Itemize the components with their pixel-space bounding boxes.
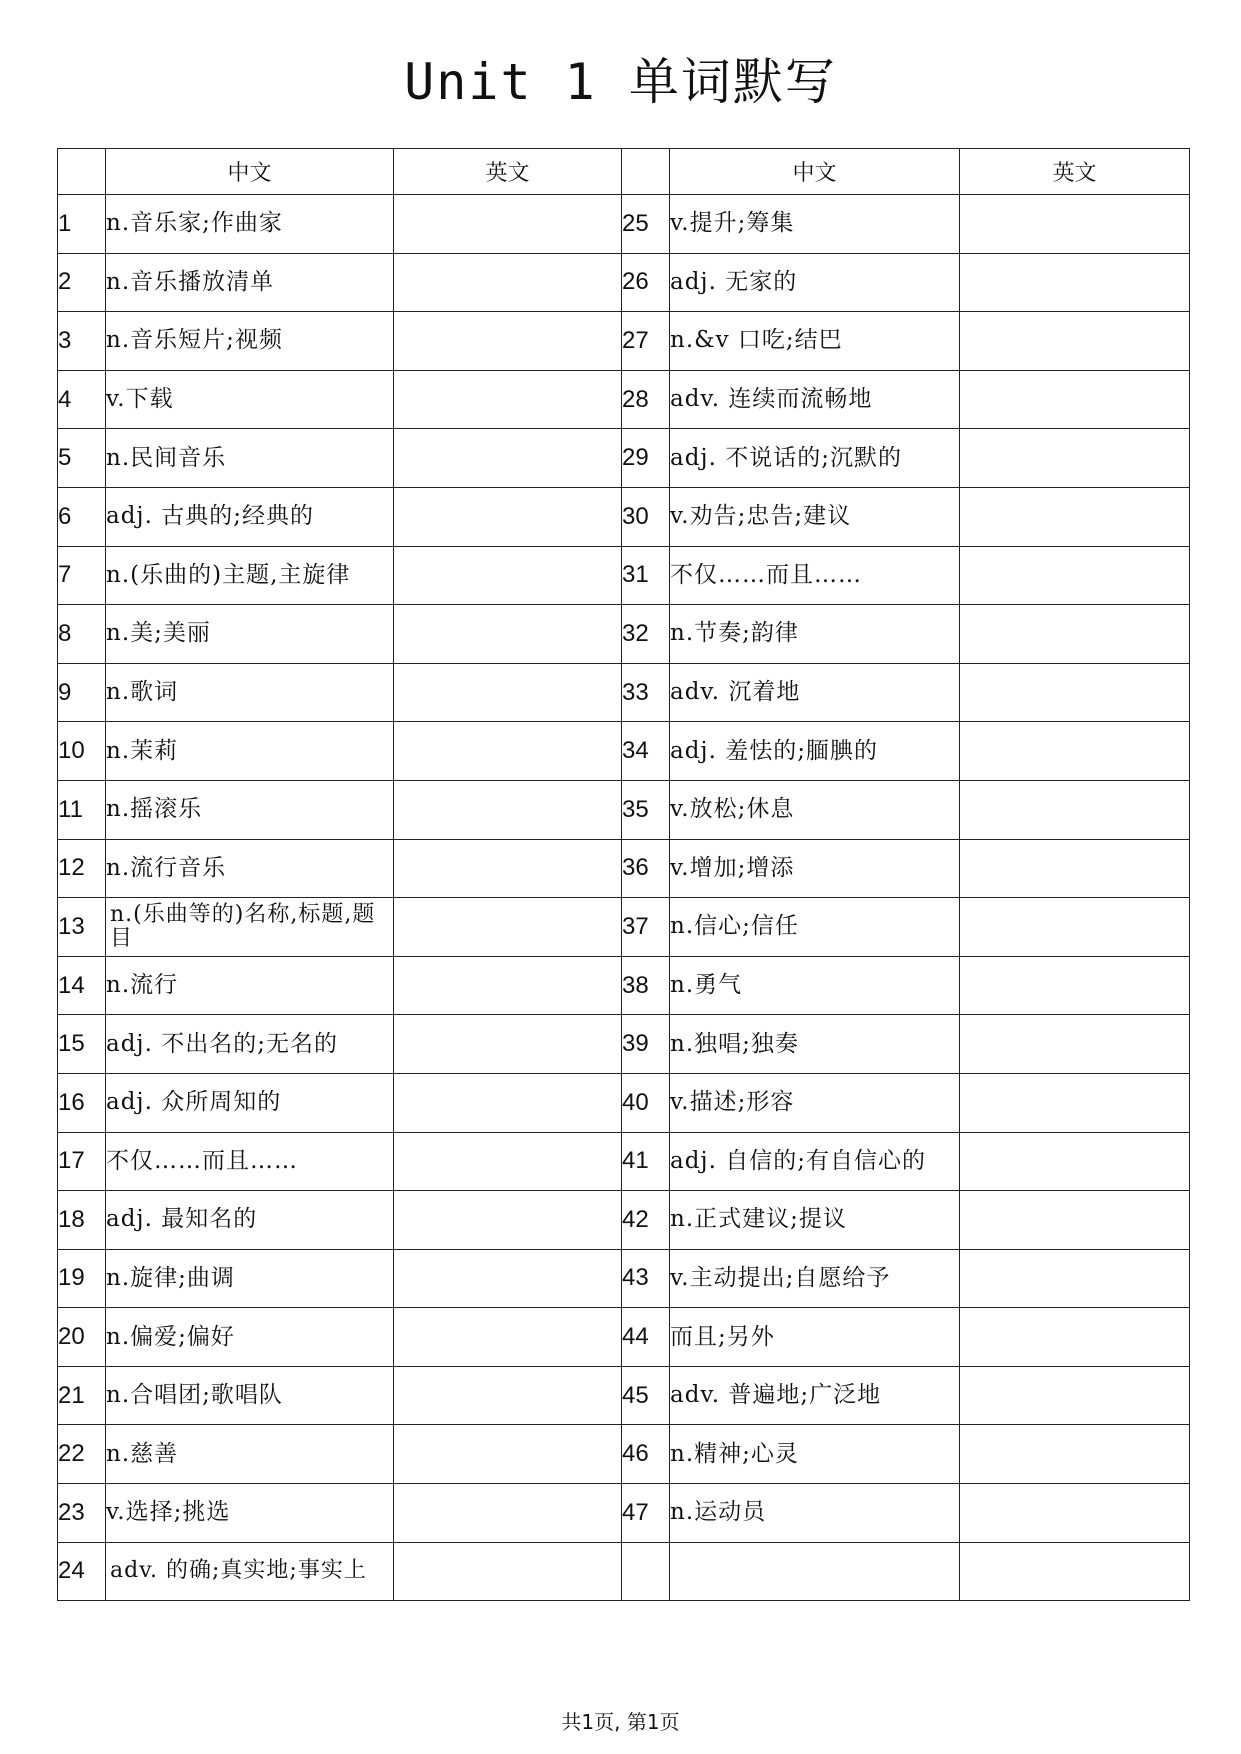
chinese-meaning-right: v.放松;休息 [670, 780, 960, 839]
word-number-left: 24 [58, 1542, 106, 1601]
word-number-left: 5 [58, 429, 106, 488]
word-number-right: 38 [622, 956, 670, 1015]
word-number-left: 4 [58, 370, 106, 429]
header-num-right [622, 149, 670, 195]
english-answer-cell-right[interactable] [960, 1015, 1190, 1074]
header-chinese-left: 中文 [106, 149, 394, 195]
chinese-meaning-right: n.&v 口吃;结巴 [670, 312, 960, 371]
english-answer-cell-left[interactable] [394, 956, 622, 1015]
table-row [58, 253, 1190, 312]
english-answer-cell-right[interactable] [960, 663, 1190, 722]
chinese-meaning-left: n.音乐播放清单 [106, 253, 394, 312]
chinese-meaning-left: 不仅……而且…… [106, 1132, 394, 1191]
chinese-meaning-right: n.运动员 [670, 1484, 960, 1543]
english-answer-cell-right[interactable] [960, 1484, 1190, 1543]
vocab-body [58, 195, 1190, 1601]
table-row [58, 312, 1190, 371]
english-answer-cell-left[interactable] [394, 487, 622, 546]
table-row [58, 546, 1190, 605]
table-row [58, 1425, 1190, 1484]
english-answer-cell-left[interactable] [394, 605, 622, 664]
chinese-meaning-left: n.偏爱;偏好 [106, 1308, 394, 1367]
chinese-meaning-left: n.美;美丽 [106, 605, 394, 664]
chinese-meaning-left: n.旋律;曲调 [106, 1249, 394, 1308]
page-title: Unit 1 单词默写 [404, 53, 837, 111]
chinese-meaning-left: adj. 最知名的 [106, 1191, 394, 1250]
english-answer-cell-left[interactable] [394, 1366, 622, 1425]
chinese-meaning-left: n.音乐短片;视频 [106, 312, 394, 371]
table-row [58, 1191, 1190, 1250]
english-answer-cell-right[interactable] [960, 195, 1190, 254]
word-number-left: 13 [58, 898, 106, 957]
english-answer-cell-left[interactable] [394, 1073, 622, 1132]
english-answer-cell-left[interactable] [394, 780, 622, 839]
english-answer-cell-left[interactable] [394, 1015, 622, 1074]
word-number-left: 2 [58, 253, 106, 312]
chinese-meaning-left: n.(乐曲等的)名称,标题,题目 [106, 898, 394, 957]
table-row [58, 780, 1190, 839]
word-number-right: 39 [622, 1015, 670, 1074]
table-row [58, 898, 1190, 957]
word-number-left: 20 [58, 1308, 106, 1367]
header-chinese-right: 中文 [670, 149, 960, 195]
chinese-meaning-left: adj. 古典的;经典的 [106, 487, 394, 546]
chinese-meaning-left: n.音乐家;作曲家 [106, 195, 394, 254]
english-answer-cell-left[interactable] [394, 312, 622, 371]
english-answer-cell-left[interactable] [394, 1191, 622, 1250]
table-row [58, 1132, 1190, 1191]
english-answer-cell-right[interactable] [960, 370, 1190, 429]
english-answer-cell-left[interactable] [394, 1249, 622, 1308]
chinese-meaning-left: n.慈善 [106, 1425, 394, 1484]
chinese-meaning-right: n.信心;信任 [670, 898, 960, 957]
english-answer-cell-right[interactable] [960, 253, 1190, 312]
english-answer-cell-right[interactable] [960, 780, 1190, 839]
english-answer-cell-right[interactable] [960, 312, 1190, 371]
word-number-left: 11 [58, 780, 106, 839]
english-answer-cell-right[interactable] [960, 1073, 1190, 1132]
chinese-meaning-right: n.正式建议;提议 [670, 1191, 960, 1250]
chinese-meaning-left: n.(乐曲的)主题,主旋律 [106, 546, 394, 605]
word-number-right: 35 [622, 780, 670, 839]
word-number-right: 29 [622, 429, 670, 488]
word-number-right: 25 [622, 195, 670, 254]
chinese-meaning-left: n.流行音乐 [106, 839, 394, 898]
word-number-right: 32 [622, 605, 670, 664]
english-answer-cell-right[interactable] [960, 839, 1190, 898]
word-number-right: 45 [622, 1366, 670, 1425]
english-answer-cell-right[interactable] [960, 898, 1190, 957]
english-answer-cell-left[interactable] [394, 839, 622, 898]
chinese-meaning-right [670, 1542, 960, 1601]
word-number-right: 27 [622, 312, 670, 371]
word-number-left: 1 [58, 195, 106, 254]
word-number-left: 17 [58, 1132, 106, 1191]
chinese-meaning-right: adj. 不说话的;沉默的 [670, 429, 960, 488]
word-number-right: 28 [622, 370, 670, 429]
chinese-meaning-right: v.劝告;忠告;建议 [670, 487, 960, 546]
english-answer-cell-left[interactable] [394, 722, 622, 781]
chinese-meaning-left: n.合唱团;歌唱队 [106, 1366, 394, 1425]
english-answer-cell-right[interactable] [960, 1132, 1190, 1191]
chinese-meaning-right: n.勇气 [670, 956, 960, 1015]
word-number-right: 47 [622, 1484, 670, 1543]
english-answer-cell-left[interactable] [394, 1425, 622, 1484]
word-number-left: 23 [58, 1484, 106, 1543]
english-answer-cell-right[interactable] [960, 1191, 1190, 1250]
word-number-left: 3 [58, 312, 106, 371]
word-number-left: 14 [58, 956, 106, 1015]
chinese-meaning-right: n.精神;心灵 [670, 1425, 960, 1484]
english-answer-cell-left[interactable] [394, 1308, 622, 1367]
word-number-right [622, 1542, 670, 1601]
word-number-left: 19 [58, 1249, 106, 1308]
chinese-meaning-right: adj. 羞怯的;腼腆的 [670, 722, 960, 781]
table-header-row [58, 149, 1190, 195]
chinese-meaning-right: v.描述;形容 [670, 1073, 960, 1132]
word-number-left: 12 [58, 839, 106, 898]
chinese-meaning-left: n.茉莉 [106, 722, 394, 781]
english-answer-cell-right[interactable] [960, 1542, 1190, 1601]
english-answer-cell-left[interactable] [394, 898, 622, 957]
english-answer-cell-left[interactable] [394, 1132, 622, 1191]
chinese-meaning-right: 而且;另外 [670, 1308, 960, 1367]
word-number-right: 37 [622, 898, 670, 957]
english-answer-cell-right[interactable] [960, 1249, 1190, 1308]
chinese-meaning-right: adv. 普遍地;广泛地 [670, 1366, 960, 1425]
chinese-meaning-left: n.民间音乐 [106, 429, 394, 488]
table-row [58, 1542, 1190, 1601]
chinese-meaning-right: n.节奏;韵律 [670, 605, 960, 664]
english-answer-cell-left[interactable] [394, 429, 622, 488]
chinese-meaning-right: adj. 无家的 [670, 253, 960, 312]
table-row [58, 605, 1190, 664]
word-number-left: 22 [58, 1425, 106, 1484]
word-number-right: 33 [622, 663, 670, 722]
table-row [58, 429, 1190, 488]
word-number-left: 10 [58, 722, 106, 781]
word-number-left: 15 [58, 1015, 106, 1074]
chinese-meaning-right: n.独唱;独奏 [670, 1015, 960, 1074]
table-row [58, 195, 1190, 254]
word-number-right: 46 [622, 1425, 670, 1484]
word-number-left: 8 [58, 605, 106, 664]
table-row [58, 1249, 1190, 1308]
chinese-meaning-left: adj. 不出名的;无名的 [106, 1015, 394, 1074]
word-number-left: 7 [58, 546, 106, 605]
word-number-right: 31 [622, 546, 670, 605]
header-english-right: 英文 [960, 149, 1190, 195]
word-number-right: 26 [622, 253, 670, 312]
english-answer-cell-right[interactable] [960, 722, 1190, 781]
english-answer-cell-left[interactable] [394, 195, 622, 254]
english-answer-cell-right[interactable] [960, 956, 1190, 1015]
page-footer: 共1页, 第1页 [561, 1710, 680, 1734]
table-row [58, 663, 1190, 722]
chinese-meaning-right: 不仅……而且…… [670, 546, 960, 605]
word-number-right: 43 [622, 1249, 670, 1308]
chinese-meaning-right: adj. 自信的;有自信心的 [670, 1132, 960, 1191]
chinese-meaning-right: adv. 沉着地 [670, 663, 960, 722]
word-number-left: 16 [58, 1073, 106, 1132]
chinese-meaning-left: n.摇滚乐 [106, 780, 394, 839]
header-num-left [58, 149, 106, 195]
chinese-meaning-right: adv. 连续而流畅地 [670, 370, 960, 429]
english-answer-cell-left[interactable] [394, 546, 622, 605]
table-row [58, 839, 1190, 898]
chinese-meaning-left: adv. 的确;真实地;事实上 [106, 1542, 394, 1601]
header-english-left: 英文 [394, 149, 622, 195]
word-number-right: 30 [622, 487, 670, 546]
english-answer-cell-right[interactable] [960, 429, 1190, 488]
table-row [58, 1366, 1190, 1425]
word-number-right: 36 [622, 839, 670, 898]
vocab-table [57, 148, 1190, 1601]
word-number-left: 6 [58, 487, 106, 546]
english-answer-cell-right[interactable] [960, 1308, 1190, 1367]
table-row [58, 1484, 1190, 1543]
english-answer-cell-right[interactable] [960, 1425, 1190, 1484]
chinese-meaning-right: v.提升;筹集 [670, 195, 960, 254]
table-row [58, 956, 1190, 1015]
english-answer-cell-left[interactable] [394, 253, 622, 312]
word-number-right: 42 [622, 1191, 670, 1250]
english-answer-cell-right[interactable] [960, 546, 1190, 605]
english-answer-cell-right[interactable] [960, 487, 1190, 546]
table-row [58, 370, 1190, 429]
word-number-right: 41 [622, 1132, 670, 1191]
chinese-meaning-left: v.选择;挑选 [106, 1484, 394, 1543]
chinese-meaning-left: v.下载 [106, 370, 394, 429]
word-number-right: 34 [622, 722, 670, 781]
table-row [58, 1308, 1190, 1367]
word-number-left: 21 [58, 1366, 106, 1425]
chinese-meaning-right: v.增加;增添 [670, 839, 960, 898]
chinese-meaning-right: v.主动提出;自愿给予 [670, 1249, 960, 1308]
english-answer-cell-right[interactable] [960, 605, 1190, 664]
english-answer-cell-left[interactable] [394, 1542, 622, 1601]
table-row [58, 722, 1190, 781]
table-row [58, 487, 1190, 546]
word-number-left: 9 [58, 663, 106, 722]
chinese-meaning-left: adj. 众所周知的 [106, 1073, 394, 1132]
table-row [58, 1015, 1190, 1074]
english-answer-cell-left[interactable] [394, 663, 622, 722]
table-row [58, 1073, 1190, 1132]
english-answer-cell-left[interactable] [394, 370, 622, 429]
chinese-meaning-left: n.流行 [106, 956, 394, 1015]
english-answer-cell-left[interactable] [394, 1484, 622, 1543]
word-number-right: 44 [622, 1308, 670, 1367]
word-number-left: 18 [58, 1191, 106, 1250]
word-number-right: 40 [622, 1073, 670, 1132]
chinese-meaning-left: n.歌词 [106, 663, 394, 722]
english-answer-cell-right[interactable] [960, 1366, 1190, 1425]
